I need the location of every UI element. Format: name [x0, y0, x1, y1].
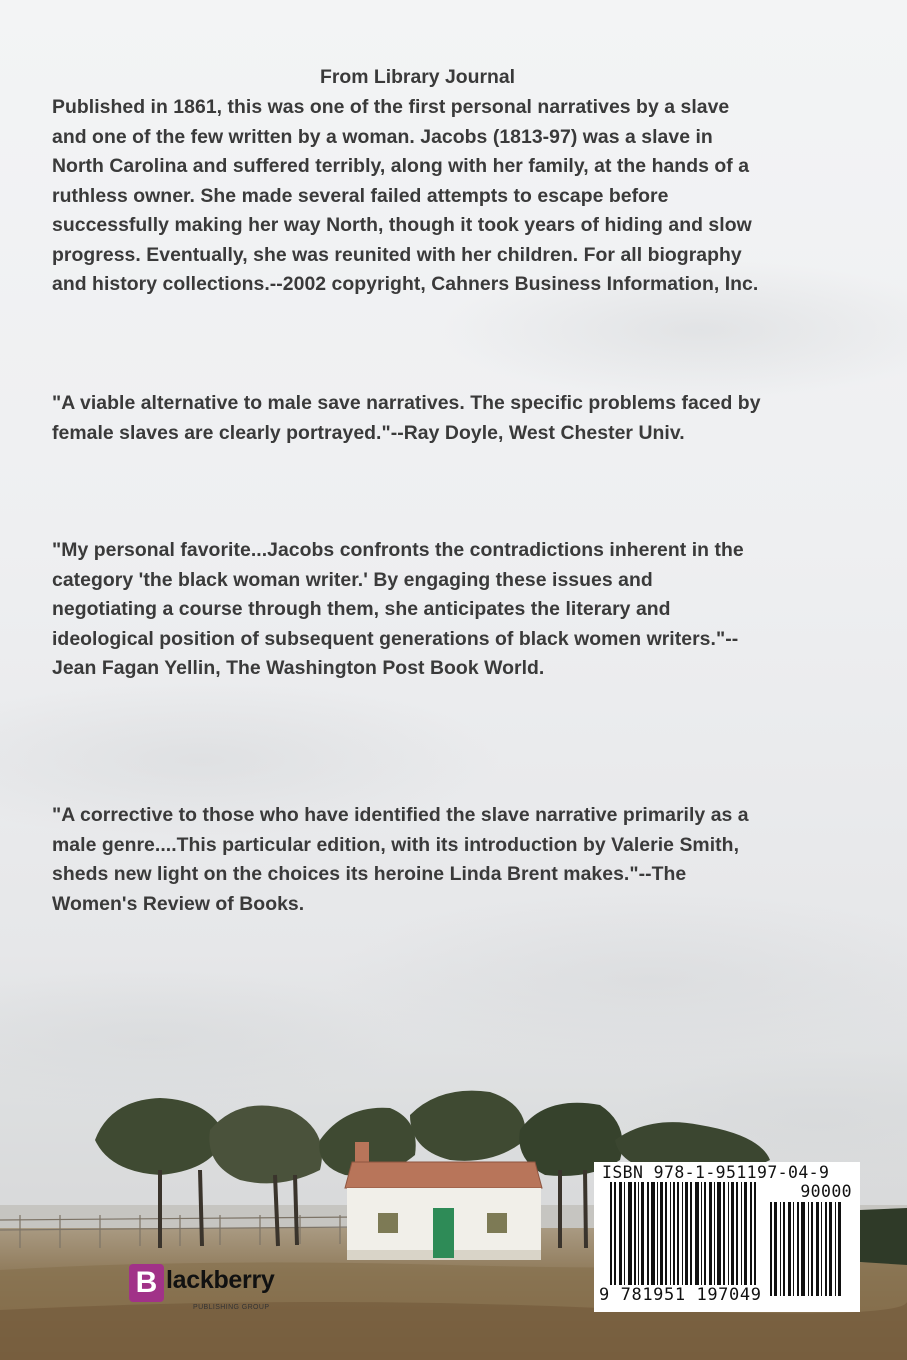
review-paragraph-ray-doyle — [52, 389, 862, 448]
publisher-logo — [129, 1264, 289, 1314]
barcode-bars-main — [610, 1182, 760, 1296]
text-line: ideological position of subsequent generations of black women writers."-- — [52, 627, 739, 650]
review-paragraph-jean-fagan-yellin — [52, 536, 862, 684]
text-line: "My personal favorite...Jacobs confronts the contradictions inherent in the — [52, 539, 744, 561]
text-line: female slaves are clearly portrayed."--Ray Doyle, West Chester Univ. — [52, 421, 685, 444]
text-line: "A viable alternative to male save narratives. The specific problems faced by — [52, 392, 761, 414]
review-paragraph-library-journal — [52, 93, 862, 300]
text-line: category 'the black woman writer.' By engaging these issues and — [52, 568, 653, 591]
publisher-subtitle: PUBLISHING GROUP — [193, 1304, 270, 1311]
isbn-label: ISBN 978-1-951197-04-9 — [602, 1163, 830, 1182]
text-line: successfully making her way North, though it took years of hiding and slow — [52, 214, 752, 236]
text-line: negotiating a course through them, she anticipates the literary and — [52, 598, 671, 620]
text-line: Published in 1861, this was one of the first personal narratives by a slave — [52, 96, 730, 118]
isbn-barcode — [594, 1162, 860, 1312]
text-line: North Carolina and suffered terribly, along with her family, at the hands of a — [52, 155, 750, 177]
publisher-name: lackberry — [166, 1266, 275, 1294]
text-line: sheds new light on the choices its heroine Linda Brent makes."--The — [52, 863, 687, 885]
text-line: and one of the few written by a woman. Jacobs (1813-97) was a slave in — [52, 125, 713, 148]
text-line: Women's Review of Books. — [52, 892, 305, 915]
isbn-number: 9 781951 197049 — [599, 1285, 762, 1305]
review-paragraph-womens-review — [52, 801, 862, 919]
text-line: and history collections.--2002 copyright, Cahners Business Information, Inc. — [52, 273, 759, 295]
text-line: ruthless owner. She made several failed attempts to escape before — [52, 184, 669, 207]
barcode-bars-addon — [770, 1202, 850, 1296]
text-line: "A corrective to those who have identified the slave narrative primarily as a — [52, 804, 749, 826]
blackberry-b-mark: B — [129, 1264, 164, 1302]
heading-library-journal: From Library Journal — [319, 66, 516, 88]
price-code: 90000 — [800, 1182, 852, 1201]
text-line: progress. Eventually, she was reunited with her children. For all biography — [52, 243, 742, 266]
text-line: Jean Fagan Yellin, The Washington Post Book World. — [52, 657, 545, 679]
text-line: male genre....This particular edition, with its introduction by Valerie Smith, — [52, 833, 740, 856]
